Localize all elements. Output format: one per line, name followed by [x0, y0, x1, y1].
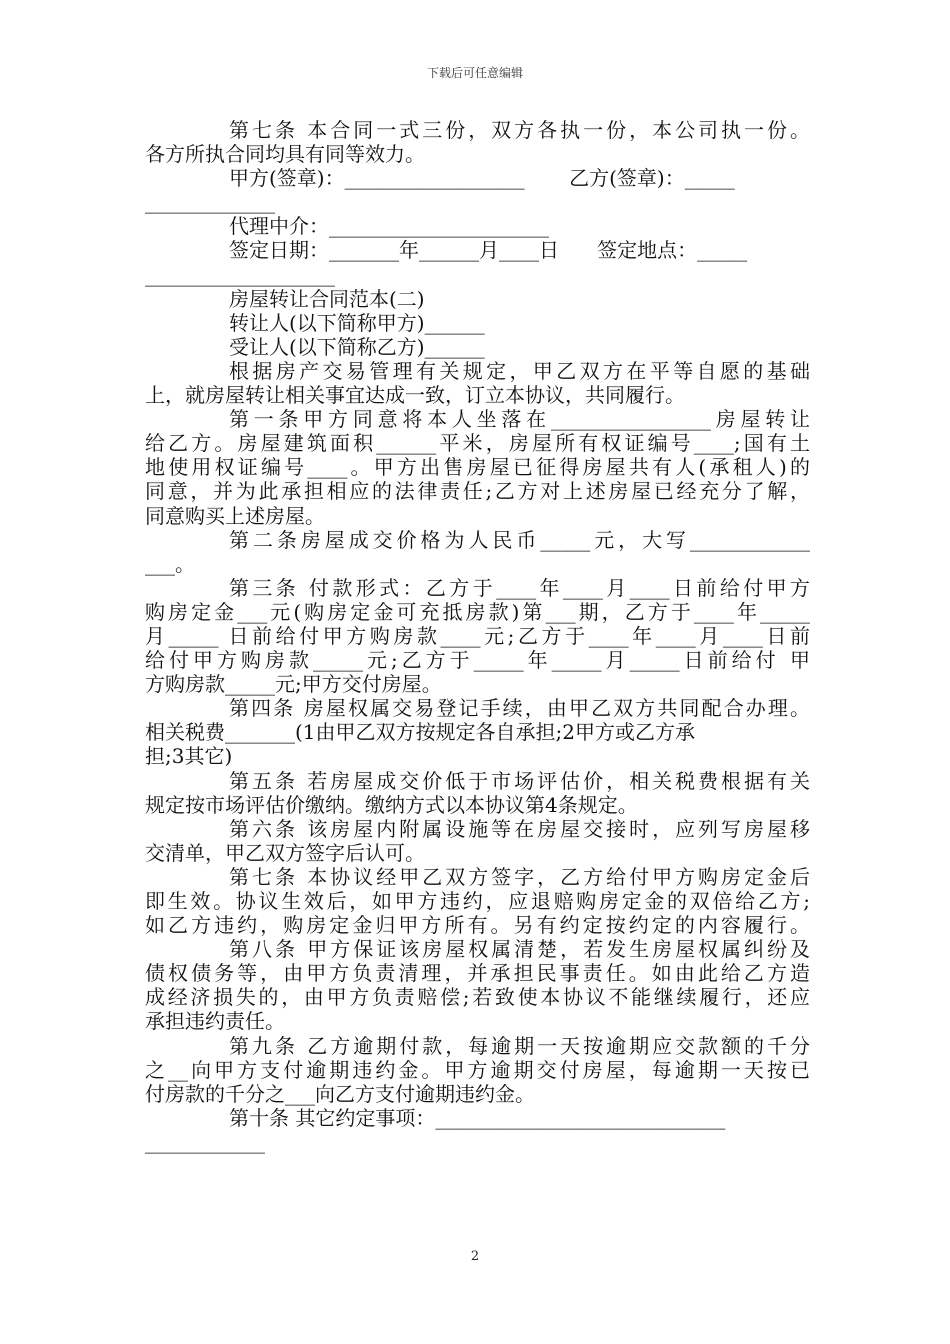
- text-line: 同意，并为此承担相应的法律责任;乙方对上述房屋已经充分了解，: [145, 479, 810, 504]
- text-line: 各方所执合同均具有同等效力。: [145, 142, 425, 167]
- text-line: 第一条甲方同意将本人坐落在________________房屋转让: [229, 407, 810, 432]
- text-line: 代理中介：______________________: [229, 214, 549, 239]
- text-line: 第六条 该房屋内附属设施等在房屋交接时，应列写房屋移: [229, 816, 810, 841]
- text-line: 给乙方。房屋建筑面积______平米，房屋所有权证编号____;国有土: [145, 431, 810, 456]
- text-line: 第八条 甲方保证该房屋权属清楚，若发生房屋权属纠纷及: [229, 937, 810, 962]
- text-line: 第七条 本合同一式三份，双方各执一份，本公司执一份。: [229, 118, 810, 142]
- text-line: 上，就房屋转让相关事宜达成一致，订立本协议，共同履行。: [145, 383, 685, 408]
- text-line: 成经济损失的，由甲方负责赔偿;若致使本协议不能继续履行，还应: [145, 985, 810, 1010]
- text-line: 根据房产交易管理有关规定，甲乙双方在平等自愿的基础: [229, 358, 810, 383]
- page-header: 下载后可任意编辑: [426, 66, 523, 80]
- text-line: 担;3其它): [145, 744, 233, 769]
- page-number: 2: [470, 1249, 480, 1264]
- text-line: 第九条 乙方逾期付款，每逾期一天按逾期应交款额的千分: [229, 1033, 810, 1058]
- text-line: 签定日期：_______年______月____日 签定地点：_____: [229, 238, 748, 263]
- document-body: [145, 118, 810, 1154]
- text-line: 房屋转让合同范本(二): [229, 286, 425, 311]
- text-line: 第五条 若房屋成交价低于市场评估价，相关税费根据有关: [229, 768, 810, 793]
- text-line: 给付甲方购房款_____元;乙方于_____年_____月_____日前给付 甲: [145, 648, 810, 673]
- text-line: 转让人(以下简称甲方)______: [229, 310, 485, 335]
- text-line: 第二条房屋成交价格为人民币_____元，大写____________: [229, 527, 810, 552]
- text-line: 第十条 其它约定事项：_____________________________: [229, 1105, 726, 1130]
- text-line: 方购房款_____元;甲方交付房屋。: [145, 672, 442, 697]
- text-line: 规定按市场评估价缴纳。缴纳方式以本协议第4条规定。: [145, 792, 638, 817]
- text-line: 如乙方违约，购房定金归甲方所有。另有约定按约定的内容履行。: [145, 913, 810, 938]
- text-line: 承担违约责任。: [145, 1009, 285, 1034]
- text-line: 第四条 房屋权属交易登记手续，由甲乙双方共同配合办理。: [229, 696, 810, 721]
- text-line: 购房定金___元(购房定金可充抵房款)第___期，乙方于____年_____: [145, 599, 810, 624]
- text-line: 付房款的千分之___向乙方支付逾期违约金。: [145, 1081, 535, 1106]
- text-line: 地使用权证编号____。甲方出售房屋已征得房屋共有人(承租人)的: [145, 455, 810, 480]
- text-line: _____________: [145, 190, 275, 215]
- text-line: 同意购买上述房屋。: [145, 503, 325, 528]
- text-line: 债权债务等，由甲方负责清理，并承担民事责任。如由此给乙方造: [145, 961, 810, 986]
- text-line: 受让人(以下简称乙方)______: [229, 334, 485, 359]
- text-line: 甲方(签章)：__________________ 乙方(签章)：_____: [229, 166, 735, 191]
- text-line: ____________: [145, 1129, 265, 1154]
- text-line: ___________________: [145, 262, 335, 287]
- text-line: ___。: [145, 551, 195, 576]
- text-line: 第七条 本协议经甲乙双方签字，乙方给付甲方购房定金后: [229, 864, 810, 889]
- text-line: 即生效。协议生效后，如甲方违约，应退赔购房定金的双倍给乙方;: [145, 889, 810, 913]
- text-line: 交清单，甲乙双方签字后认可。: [145, 840, 425, 865]
- text-line: 月_____ 日前给付甲方购房款____元;乙方于____年____月____日前: [145, 623, 810, 648]
- text-line: 第三条 付款形式：乙方于____年____月____日前给付甲方: [229, 575, 810, 600]
- text-line: 之__向甲方支付逾期违约金。甲方逾期交付房屋，每逾期一天按已: [145, 1057, 810, 1082]
- text-line: 相关税费_______(1由甲乙双方按规定各自承担;2甲方或乙方承: [145, 720, 695, 745]
